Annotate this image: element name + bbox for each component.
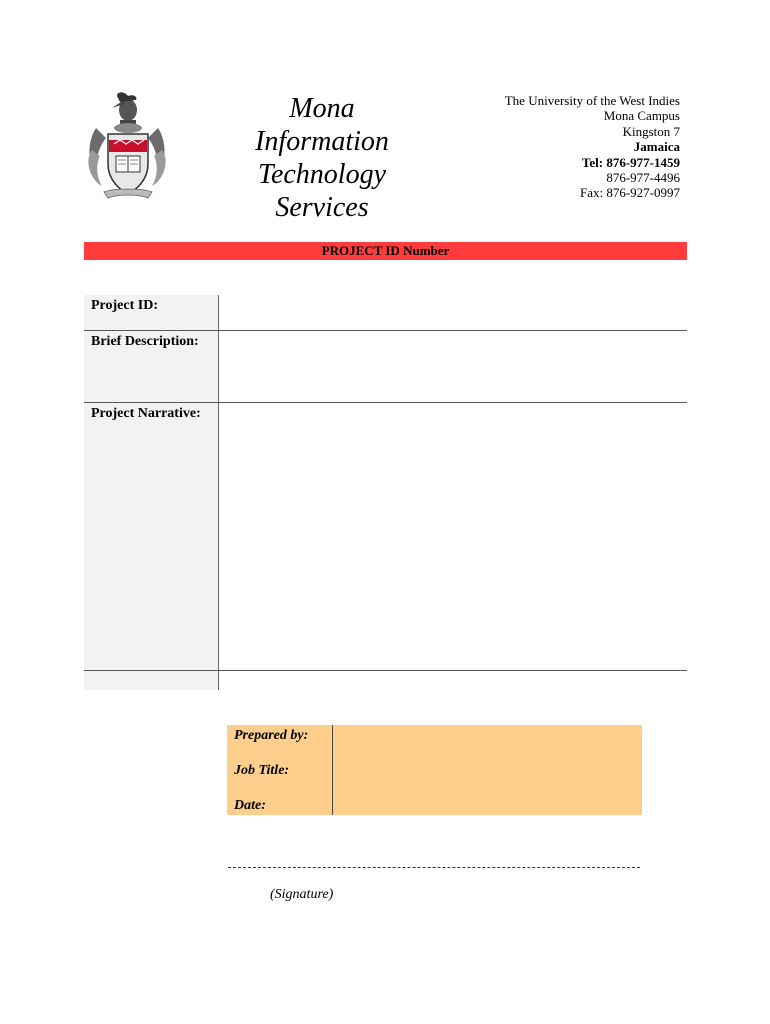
address-university: The University of the West Indies — [504, 93, 680, 108]
address-tel-2: 876-977-4496 — [606, 170, 680, 186]
address-city: Kingston 7 — [622, 123, 680, 139]
prepared-by-label: Prepared by: — [234, 728, 309, 743]
address-fax: Fax: 876-927-0997 — [579, 185, 680, 201]
uwi-crest-icon — [84, 88, 170, 200]
project-id-field[interactable] — [224, 297, 682, 327]
label-column — [84, 295, 219, 690]
org-name-line: Information — [255, 126, 389, 157]
project-id-banner: PROJECT ID Number — [84, 242, 687, 260]
address-block — [505, 93, 680, 201]
job-title-label: Job Title: — [234, 763, 290, 778]
signature-line[interactable] — [228, 867, 640, 868]
address-campus: Mona Campus — [603, 108, 680, 124]
row-divider — [84, 402, 687, 403]
prepared-by-field[interactable] — [339, 727, 635, 753]
date-field[interactable] — [339, 787, 635, 813]
org-name-line: Mona — [289, 93, 355, 124]
date-label: Date: — [234, 798, 266, 813]
project-id-label: Project ID: — [91, 298, 158, 313]
prepared-box-divider — [332, 725, 333, 815]
row-divider — [84, 330, 687, 331]
project-narrative-label: Project Narrative: — [91, 406, 201, 421]
project-details-table — [84, 295, 687, 690]
prepared-by-box — [227, 725, 642, 815]
brief-description-field[interactable] — [224, 333, 682, 399]
brief-description-label: Brief Description: — [91, 334, 199, 349]
signature-label: (Signature) — [270, 887, 334, 902]
job-title-field[interactable] — [339, 759, 635, 785]
org-name-line: Services — [275, 192, 369, 223]
org-name-line: Technology — [257, 159, 387, 190]
row-divider — [84, 670, 687, 671]
address-country: Jamaica — [633, 139, 680, 155]
project-narrative-field[interactable] — [224, 405, 682, 667]
address-tel: Tel: 876-977-1459 — [581, 154, 680, 170]
org-name — [232, 92, 412, 224]
